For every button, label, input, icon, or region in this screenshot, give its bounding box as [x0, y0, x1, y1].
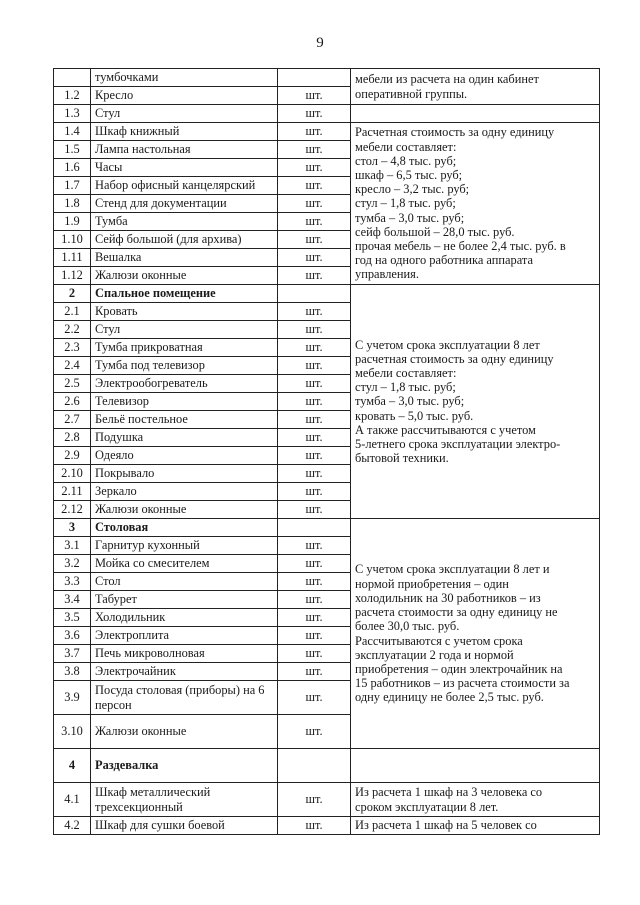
- section-row: [54, 519, 600, 537]
- note-line: стул – 1,8 тыс. руб;: [355, 196, 456, 211]
- row-number: 1.11: [54, 249, 91, 267]
- row-number: 1.3: [54, 105, 91, 123]
- item-name: Кресло: [91, 87, 278, 105]
- note-line: 15 работников – из расчета стоимости за: [355, 676, 570, 691]
- row-number: 1.10: [54, 231, 91, 249]
- item-unit: шт.: [278, 681, 351, 715]
- item-name: Мойка со смесителем: [91, 555, 278, 573]
- row-number: 1.6: [54, 159, 91, 177]
- item-name: Тумба под телевизор: [91, 357, 278, 375]
- equipment-norms-table: [53, 68, 600, 835]
- item-name: Спальное помещение: [91, 285, 278, 303]
- item-unit: шт.: [278, 159, 351, 177]
- item-name: Тумба прикроватная: [91, 339, 278, 357]
- note-line: кресло – 3,2 тыс. руб;: [355, 182, 470, 197]
- item-name: Сейф большой (для архива): [91, 231, 278, 249]
- note-line: Расчетная стоимость за одну единицу: [355, 125, 555, 140]
- item-unit: шт.: [278, 501, 351, 519]
- item-name: Шкаф книжный: [91, 123, 278, 141]
- row-number: 2.1: [54, 303, 91, 321]
- note-line: мебели составляет:: [355, 139, 457, 154]
- note-cell: [351, 123, 600, 285]
- row-number: 3.9: [54, 681, 91, 715]
- item-unit: [278, 69, 351, 87]
- item-unit: шт.: [278, 339, 351, 357]
- note-line: расчета стоимости за одну единицу не: [355, 605, 558, 620]
- note-line: приобретения – один электрочайник на: [355, 661, 563, 676]
- item-unit: [278, 749, 351, 783]
- item-name: Раздевалка: [91, 749, 278, 783]
- row-number: 3.10: [54, 715, 91, 749]
- note-cell: [351, 105, 600, 123]
- item-name: Жалюзи оконные: [91, 267, 278, 285]
- note-line: 5-летнего срока эксплуатации электро-: [355, 437, 561, 451]
- item-unit: шт.: [278, 177, 351, 195]
- item-unit: шт.: [278, 105, 351, 123]
- row-number: 2.6: [54, 393, 91, 411]
- item-unit: [278, 519, 351, 537]
- item-name: Электрообогреватель: [91, 375, 278, 393]
- item-unit: шт.: [278, 321, 351, 339]
- note-line: С учетом срока эксплуатации 8 лет: [355, 337, 540, 352]
- note-line: Из расчета 1 шкаф на 5 человек со: [355, 818, 537, 833]
- note-line: мебели составляет:: [355, 365, 457, 380]
- item-name: Стул: [91, 105, 278, 123]
- table-row: [54, 105, 600, 123]
- row-number: 1.8: [54, 195, 91, 213]
- item-name: Зеркало: [91, 483, 278, 501]
- row-number: 2.5: [54, 375, 91, 393]
- item-name: Жалюзи оконные: [91, 715, 278, 749]
- item-name: Столовая: [91, 519, 278, 537]
- item-name: тумбочками: [91, 69, 278, 87]
- item-name: Вешалка: [91, 249, 278, 267]
- item-unit: шт.: [278, 715, 351, 749]
- item-name: Набор офисный канцелярский: [91, 177, 278, 195]
- row-number: 2.2: [54, 321, 91, 339]
- item-name: Одеяло: [91, 447, 278, 465]
- item-unit: шт.: [278, 645, 351, 663]
- row-number: 3.5: [54, 609, 91, 627]
- table-body: [54, 69, 600, 835]
- note-line: С учетом срока эксплуатации 8 лет и: [355, 562, 550, 577]
- table-row: [54, 69, 600, 87]
- table-row: [54, 123, 600, 141]
- item-name: Электрочайник: [91, 663, 278, 681]
- item-name: Электроплита: [91, 627, 278, 645]
- row-number: 2.3: [54, 339, 91, 357]
- note-line: бытовой техники.: [355, 451, 449, 466]
- note-cell: [351, 285, 600, 519]
- item-unit: шт.: [278, 447, 351, 465]
- note-line: сроком эксплуатации 8 лет.: [355, 799, 499, 814]
- note-line: Из расчета 1 шкаф на 3 человека со: [355, 785, 543, 800]
- item-unit: шт.: [278, 817, 351, 835]
- item-unit: шт.: [278, 303, 351, 321]
- item-name: Печь микроволновая: [91, 645, 278, 663]
- row-number: 2.8: [54, 429, 91, 447]
- row-number: 1.4: [54, 123, 91, 141]
- note-line: прочая мебель – не более 2,4 тыс. руб. в: [355, 239, 566, 253]
- item-name: Стул: [91, 321, 278, 339]
- note-line: шкаф – 6,5 тыс. руб;: [355, 167, 463, 182]
- note-line: расчетная стоимость за одну единицу: [355, 351, 554, 366]
- row-number: 3.1: [54, 537, 91, 555]
- note-line: эксплуатации 2 года и нормой: [355, 647, 514, 662]
- row-number: 4.1: [54, 783, 91, 817]
- item-unit: шт.: [278, 483, 351, 501]
- item-unit: [278, 285, 351, 303]
- row-number: 2.11: [54, 483, 91, 501]
- item-name: Шкаф для сушки боевой: [91, 817, 278, 835]
- item-unit: шт.: [278, 249, 351, 267]
- item-unit: шт.: [278, 357, 351, 375]
- item-unit: шт.: [278, 573, 351, 591]
- row-number: 3.8: [54, 663, 91, 681]
- note-line: год на одного работника аппарата: [355, 253, 533, 268]
- note-line: нормой приобретения – один: [355, 576, 509, 591]
- row-number: 2.12: [54, 501, 91, 519]
- row-number: 2.10: [54, 465, 91, 483]
- note-cell: [351, 783, 600, 817]
- note-cell: [351, 519, 600, 749]
- item-name: Тумба: [91, 213, 278, 231]
- item-name: Часы: [91, 159, 278, 177]
- item-name: Бельё постельное: [91, 411, 278, 429]
- item-unit: шт.: [278, 555, 351, 573]
- item-name: Стенд для документации: [91, 195, 278, 213]
- item-name: Телевизор: [91, 393, 278, 411]
- item-name: Подушка: [91, 429, 278, 447]
- note-cell: [351, 69, 600, 105]
- note-line: тумба – 3,0 тыс. руб;: [355, 210, 465, 225]
- note-line: Рассчитываются с учетом срока: [355, 633, 523, 648]
- row-number: 4.2: [54, 817, 91, 835]
- item-unit: шт.: [278, 267, 351, 285]
- row-number: 3.3: [54, 573, 91, 591]
- row-number: 3.2: [54, 555, 91, 573]
- item-unit: шт.: [278, 375, 351, 393]
- row-number: 2.9: [54, 447, 91, 465]
- note-line: оперативной группы.: [355, 86, 468, 101]
- row-number: 1.9: [54, 213, 91, 231]
- item-name: Холодильник: [91, 609, 278, 627]
- item-unit: шт.: [278, 141, 351, 159]
- note-line: одну единицу не более 2,5 тыс. руб.: [355, 690, 544, 705]
- row-number: 1.5: [54, 141, 91, 159]
- row-number: 2: [54, 285, 91, 303]
- item-name: Посуда столовая (приборы) на 6 персон: [91, 681, 278, 715]
- note-line: мебели из расчета на один кабинет: [355, 72, 539, 87]
- row-number: 4: [54, 749, 91, 783]
- item-unit: шт.: [278, 87, 351, 105]
- table-row: [54, 783, 600, 817]
- note-line: кровать – 5,0 тыс. руб.: [355, 408, 474, 423]
- row-number: 1.2: [54, 87, 91, 105]
- item-name: Шкаф металлический трехсекционный: [91, 783, 278, 817]
- note-line: стол – 4,8 тыс. руб;: [355, 153, 457, 168]
- item-unit: шт.: [278, 783, 351, 817]
- item-unit: шт.: [278, 411, 351, 429]
- note-line: управления.: [355, 267, 419, 282]
- page-number: 9: [316, 35, 324, 51]
- row-number: 3: [54, 519, 91, 537]
- item-name: Кровать: [91, 303, 278, 321]
- item-unit: шт.: [278, 195, 351, 213]
- item-unit: шт.: [278, 591, 351, 609]
- item-name: Табурет: [91, 591, 278, 609]
- item-unit: шт.: [278, 609, 351, 627]
- note-cell: [351, 817, 600, 835]
- item-unit: шт.: [278, 231, 351, 249]
- section-row: [54, 285, 600, 303]
- note-line: более 30,0 тыс. руб.: [355, 619, 460, 634]
- row-number: 1.12: [54, 267, 91, 285]
- row-number: 3.7: [54, 645, 91, 663]
- section-row: [54, 749, 600, 783]
- item-unit: шт.: [278, 627, 351, 645]
- note-cell: [351, 749, 600, 783]
- item-name: Покрывало: [91, 465, 278, 483]
- item-unit: шт.: [278, 429, 351, 447]
- item-unit: шт.: [278, 663, 351, 681]
- item-unit: шт.: [278, 537, 351, 555]
- item-unit: шт.: [278, 123, 351, 141]
- note-line: стул – 1,8 тыс. руб;: [355, 380, 456, 395]
- row-number: 2.4: [54, 357, 91, 375]
- note-line: тумба – 3,0 тыс. руб;: [355, 394, 465, 409]
- item-name: Лампа настольная: [91, 141, 278, 159]
- item-unit: шт.: [278, 393, 351, 411]
- row-number: 1.7: [54, 177, 91, 195]
- table-row: [54, 817, 600, 835]
- item-name: Гарнитур кухонный: [91, 537, 278, 555]
- row-number: [54, 69, 91, 87]
- item-name: Стол: [91, 573, 278, 591]
- note-line: А также рассчитываются с учетом: [355, 422, 536, 437]
- row-number: 2.7: [54, 411, 91, 429]
- row-number: 3.6: [54, 627, 91, 645]
- note-line: холодильник на 30 работников – из: [355, 590, 541, 605]
- note-line: сейф большой – 28,0 тыс. руб.: [355, 224, 515, 239]
- row-number: 3.4: [54, 591, 91, 609]
- item-unit: шт.: [278, 213, 351, 231]
- item-unit: шт.: [278, 465, 351, 483]
- item-name: Жалюзи оконные: [91, 501, 278, 519]
